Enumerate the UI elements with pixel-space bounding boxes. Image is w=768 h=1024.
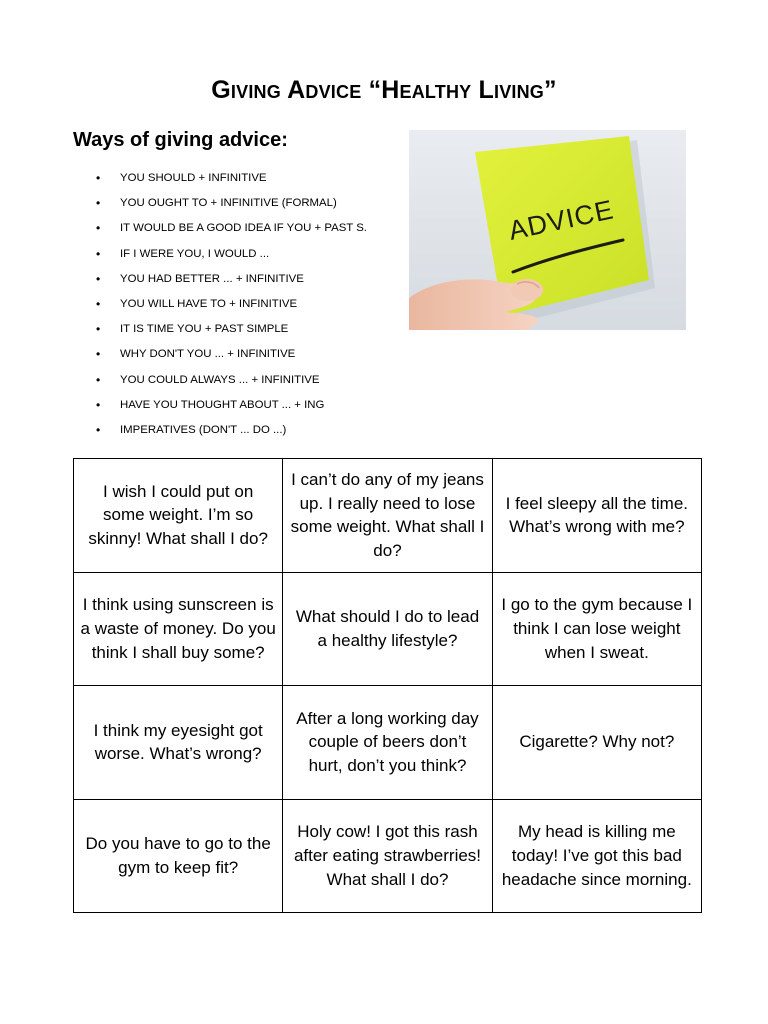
list-item	[96, 368, 367, 393]
ways-list	[96, 166, 367, 443]
bullet-icon: •	[96, 422, 101, 437]
bullet-icon: •	[96, 322, 101, 337]
list-item-text: YOU HAD BETTER ... + INFINITIVE	[120, 272, 304, 285]
list-item	[96, 216, 367, 241]
situations-table	[73, 458, 702, 913]
list-item-text: YOU WILL HAVE TO + INFINITIVE	[120, 297, 298, 310]
list-item	[96, 292, 367, 317]
list-item	[96, 342, 367, 367]
list-item-text: IT IS TIME YOU + PAST SIMPLE	[120, 323, 289, 336]
bullet-icon: •	[96, 296, 101, 311]
advice-note-photo	[409, 130, 686, 330]
list-item-text: IF I WERE YOU, I WOULD ...	[120, 247, 270, 260]
note-label: ADVICE	[506, 194, 617, 246]
list-item	[96, 418, 367, 443]
list-item-text: YOU SHOULD + INFINITIVE	[120, 172, 267, 184]
situation-cell: I feel sleepy all the time. What’s wrong with me?	[492, 459, 701, 573]
list-item-text: IMPERATIVES (DON'T ... DO ...)	[120, 423, 287, 436]
table-row	[74, 459, 702, 573]
table-row	[74, 686, 702, 800]
situation-cell: Do you have to go to the gym to keep fit?	[74, 799, 283, 913]
situation-cell: I think using sunscreen is a waste of money. Do you think I shall buy some?	[74, 572, 283, 686]
situation-cell: I can’t do any of my jeans up. I really need to lose some weight. What shall I do?	[283, 459, 492, 573]
list-item	[96, 317, 367, 342]
list-item	[96, 191, 367, 216]
list-item-text: YOU COULD ALWAYS ... + INFINITIVE	[120, 373, 320, 386]
bullet-icon: •	[96, 271, 101, 286]
situation-cell: Holy cow! I got this rash after eating strawberries! What shall I do?	[283, 799, 492, 913]
list-item	[96, 166, 367, 191]
situation-cell: My head is killing me today! I’ve got this bad headache since morning.	[492, 799, 701, 913]
situation-cell: I go to the gym because I think I can lose weight when I sweat.	[492, 572, 701, 686]
list-item	[96, 393, 367, 418]
list-item-text: YOU OUGHT TO + INFINITIVE (FORMAL)	[120, 197, 337, 210]
bullet-icon: •	[96, 221, 101, 236]
list-item	[96, 267, 367, 292]
list-item-text: WHY DON'T YOU ... + INFINITIVE	[120, 348, 296, 361]
table-row	[74, 799, 702, 913]
bullet-icon: •	[96, 372, 101, 387]
bullet-icon: •	[96, 196, 101, 211]
list-item-text: HAVE YOU THOUGHT ABOUT ... + ING	[120, 398, 325, 411]
situation-cell: What should I do to lead a healthy lifestyle?	[283, 572, 492, 686]
section-heading: Ways of giving advice:	[73, 129, 288, 151]
bullet-icon: •	[96, 171, 101, 185]
table-row	[74, 572, 702, 686]
page-title: Giving Advice “Healthy Living”	[211, 76, 557, 104]
bullet-icon: •	[96, 347, 101, 362]
situation-cell: After a long working day couple of beers don’t hurt, don’t you think?	[283, 686, 492, 800]
bullet-icon: •	[96, 246, 101, 261]
situation-cell: I think my eyesight got worse. What’s wrong?	[74, 686, 283, 800]
bullet-icon: •	[96, 397, 101, 412]
list-item	[96, 242, 367, 267]
list-item-text: IT WOULD BE A GOOD IDEA IF YOU + PAST S.	[120, 222, 367, 235]
situation-cell: Cigarette? Why not?	[492, 686, 701, 800]
situation-cell: I wish I could put on some weight. I’m so skinny! What shall I do?	[74, 459, 283, 573]
